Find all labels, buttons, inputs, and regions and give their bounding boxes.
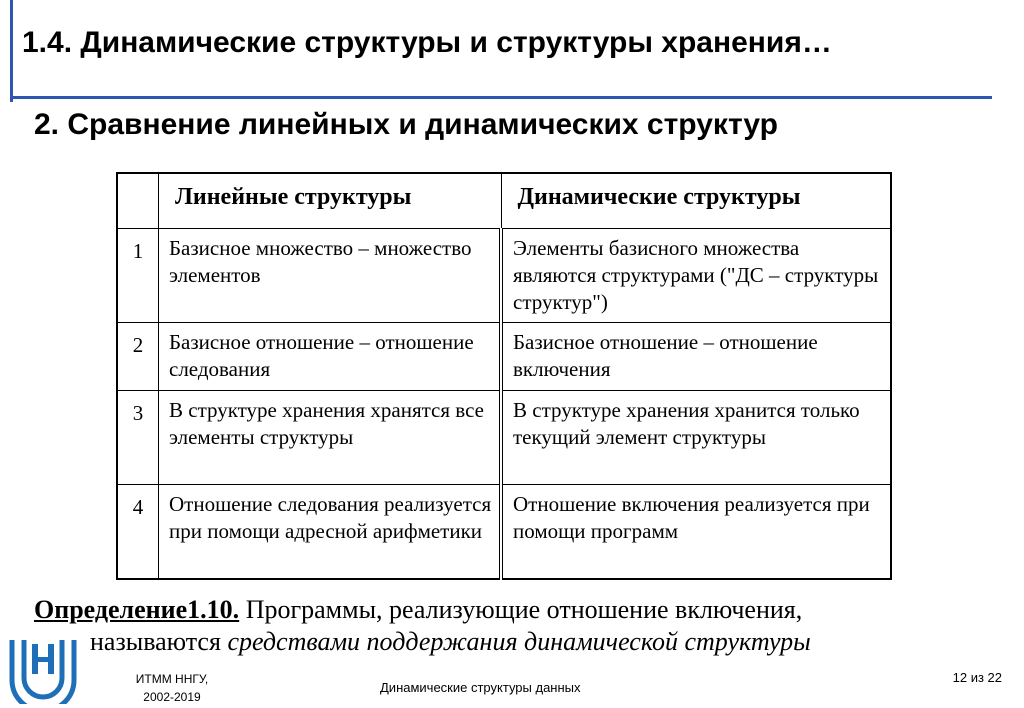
cell-linear: Базисное множество – множество элементов <box>159 229 502 323</box>
footer-org <box>112 670 232 706</box>
comparison-table <box>116 172 892 580</box>
cell-linear: В структуре хранения хранятся все элементы структуры <box>159 391 502 485</box>
footer-course: Динамические структуры данных <box>380 680 581 695</box>
slide-title: 1.4. Динамические структуры и структуры хранения… <box>22 26 832 59</box>
header-dynamic: Динамические структуры <box>501 173 891 229</box>
row-number: 3 <box>117 391 159 485</box>
table-row <box>117 485 891 580</box>
title-accent-vertical <box>10 0 13 102</box>
cell-linear: Отношение следования реализуется при помощи адресной арифметики <box>159 485 502 580</box>
page-number: 12 из 22 <box>952 670 1002 685</box>
definition-emphasis: средствами поддержания динамической структуры <box>227 627 811 656</box>
row-number: 1 <box>117 229 159 323</box>
definition-term: Определение1.10. <box>34 595 240 624</box>
slide-subtitle: 2. Сравнение линейных и динамических структур <box>34 108 778 141</box>
footer-years: 2002-2019 <box>143 690 201 704</box>
nngu-logo-icon <box>6 630 80 704</box>
definition-text-1: Программы, реализующие отношение включения, <box>239 595 803 624</box>
cell-dynamic: Элементы базисного множества являются структурами ("ДС – структуры структур") <box>501 229 891 323</box>
cell-linear: Базисное отношение – отношение следования <box>159 323 502 391</box>
table-header-row <box>117 173 891 229</box>
cell-dynamic: В структуре хранения хранится только текущий элемент структуры <box>501 391 891 485</box>
definition-text-2: называются <box>90 627 228 656</box>
cell-dynamic: Отношение включения реализуется при помощи программ <box>501 485 891 580</box>
table-row <box>117 229 891 323</box>
row-number: 2 <box>117 323 159 391</box>
table-row <box>117 323 891 391</box>
title-accent-horizontal <box>10 96 992 99</box>
table-row <box>117 391 891 485</box>
definition-block <box>34 594 994 658</box>
row-number: 4 <box>117 485 159 580</box>
cell-dynamic: Базисное отношение – отношение включения <box>501 323 891 391</box>
header-linear: Линейные структуры <box>159 173 502 229</box>
footer-org-name: ИТММ ННГУ, <box>135 672 209 686</box>
definition-line-2 <box>34 626 994 658</box>
header-num <box>117 173 159 229</box>
